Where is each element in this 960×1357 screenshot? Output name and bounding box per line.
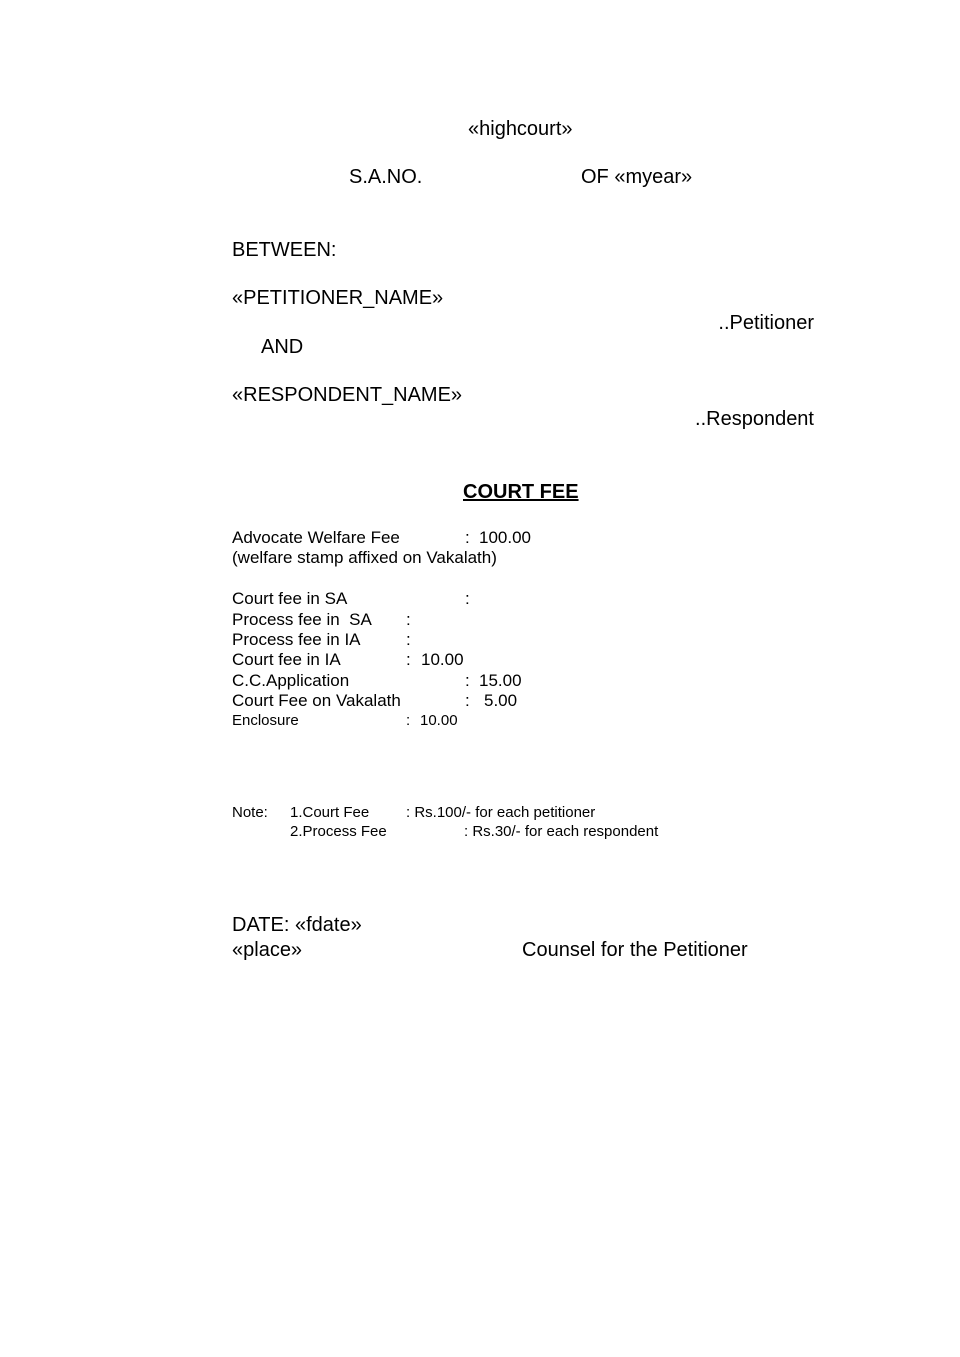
note-item-rule: : Rs.100/- for each petitioner <box>406 804 596 821</box>
respondent-role: ..Respondent <box>695 408 814 430</box>
note-label: Note: <box>232 804 268 821</box>
fee-row-value: 10.00 <box>420 712 458 729</box>
counsel-signature-line: Counsel for the Petitioner <box>522 939 748 961</box>
date-line: DATE: «fdate» <box>232 914 362 936</box>
between-label: BETWEEN: <box>232 239 337 261</box>
fee-row-label: Court Fee on Vakalath <box>232 691 401 710</box>
welfare-fee-label: Advocate Welfare Fee <box>232 528 400 547</box>
petitioner-name: «PETITIONER_NAME» <box>232 287 444 309</box>
petitioner-role: ..Petitioner <box>718 312 814 334</box>
note-item-name: 1.Court Fee <box>290 804 370 821</box>
court-name: «highcourt» <box>468 118 573 140</box>
fee-row-separator: : <box>406 610 411 629</box>
place-line: «place» <box>232 939 303 961</box>
case-year: OF «myear» <box>581 166 693 188</box>
fee-row-value: 15.00 <box>479 671 522 690</box>
welfare-fee-separator: : <box>465 528 470 547</box>
and-label: AND <box>261 336 304 358</box>
fee-row-label: Enclosure <box>232 712 299 729</box>
fee-row-label: Process fee in IA <box>232 630 361 649</box>
fee-row-separator: : <box>465 589 470 608</box>
note-item-name: 2.Process Fee <box>290 823 387 840</box>
fee-row-separator: : <box>465 671 470 690</box>
fee-row-value: 10.00 <box>421 650 464 669</box>
respondent-name: «RESPONDENT_NAME» <box>232 384 463 406</box>
case-number-label: S.A.NO. <box>349 166 423 188</box>
fee-row-separator: : <box>406 630 411 649</box>
fee-row-separator: : <box>465 691 470 710</box>
fee-row-label: C.C.Application <box>232 671 350 690</box>
note-item-rule: : Rs.30/- for each respondent <box>464 823 659 840</box>
welfare-fee-value: 100.00 <box>479 528 531 547</box>
fee-row-value: 5.00 <box>484 691 518 710</box>
fee-row-separator: : <box>406 712 411 729</box>
court-fee-title: COURT FEE <box>463 481 579 503</box>
fee-row-label: Court fee in SA <box>232 589 348 608</box>
fee-row-label: Process fee in SA <box>232 610 372 629</box>
welfare-fee-note: (welfare stamp affixed on Vakalath) <box>232 548 497 567</box>
fee-row-separator: : <box>406 650 411 669</box>
fee-row-label: Court fee in IA <box>232 650 341 669</box>
